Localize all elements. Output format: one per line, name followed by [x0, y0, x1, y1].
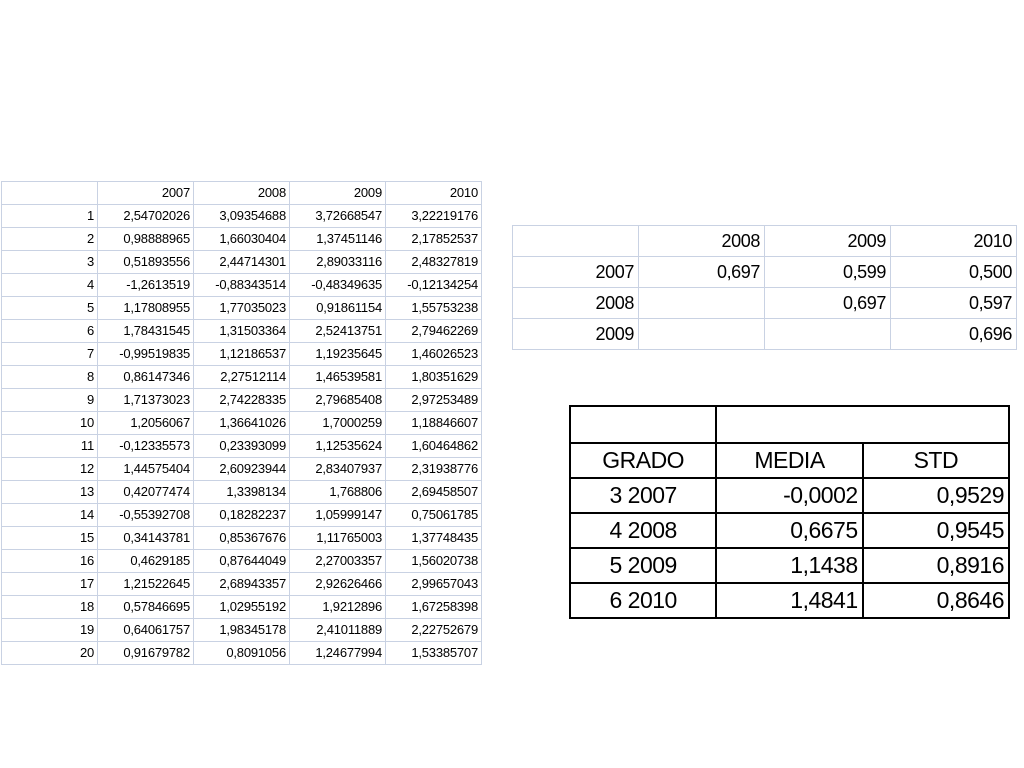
data-row — [2, 619, 482, 642]
data-row-label: 10 — [2, 412, 98, 435]
correlation-cell: 0,697 — [639, 257, 765, 288]
correlation-cell — [639, 319, 765, 350]
data-row — [2, 366, 482, 389]
data-cell: 2,74228335 — [194, 389, 290, 412]
correlation-cell: 0,500 — [891, 257, 1017, 288]
stats-blank-merged-cell — [716, 406, 1009, 443]
stats-row-label: 3 2007 — [570, 478, 716, 513]
data-cell: 1,37451146 — [290, 228, 386, 251]
data-cell: 3,72668547 — [290, 205, 386, 228]
data-cell: 0,87644049 — [194, 550, 290, 573]
data-cell: 1,31503364 — [194, 320, 290, 343]
data-cell: 1,67258398 — [386, 596, 482, 619]
data-cell: 2,22752679 — [386, 619, 482, 642]
data-cell: 1,21522645 — [98, 573, 194, 596]
data-cell: 1,56020738 — [386, 550, 482, 573]
data-cell: 0,91679782 — [98, 642, 194, 665]
data-cell: 1,19235645 — [290, 343, 386, 366]
data-row-label: 17 — [2, 573, 98, 596]
stats-row — [570, 583, 1009, 618]
data-cell: 1,46026523 — [386, 343, 482, 366]
data-cell: 2,31938776 — [386, 458, 482, 481]
data-row-label: 13 — [2, 481, 98, 504]
correlation-cell: 0,697 — [765, 288, 891, 319]
correlation-row-label: 2008 — [513, 288, 639, 319]
stats-cell: 1,4841 — [716, 583, 862, 618]
data-row — [2, 596, 482, 619]
stats-row — [570, 548, 1009, 583]
data-cell: 2,79462269 — [386, 320, 482, 343]
data-header-row — [2, 182, 482, 205]
data-row — [2, 412, 482, 435]
stats-row-label: 4 2008 — [570, 513, 716, 548]
stats-header-grado: GRADO — [570, 443, 716, 478]
data-cell: 2,69458507 — [386, 481, 482, 504]
data-row-label: 19 — [2, 619, 98, 642]
stats-blank-row — [570, 406, 1009, 443]
data-cell: 0,98888965 — [98, 228, 194, 251]
stats-row — [570, 478, 1009, 513]
correlation-header-row — [513, 226, 1017, 257]
data-cell: 2,41011889 — [290, 619, 386, 642]
data-cell: 1,98345178 — [194, 619, 290, 642]
stats-header-std: STD — [863, 443, 1009, 478]
stats-cell: 0,9529 — [863, 478, 1009, 513]
data-cell: 2,27003357 — [290, 550, 386, 573]
data-header-cell: 2010 — [386, 182, 482, 205]
data-cell: -0,88343514 — [194, 274, 290, 297]
data-row-label: 5 — [2, 297, 98, 320]
data-cell: 3,09354688 — [194, 205, 290, 228]
correlation-cell: 0,597 — [891, 288, 1017, 319]
data-cell: 1,55753238 — [386, 297, 482, 320]
data-cell: 1,46539581 — [290, 366, 386, 389]
correlation-header-cell: 2009 — [765, 226, 891, 257]
data-row — [2, 504, 482, 527]
data-cell: 0,86147346 — [98, 366, 194, 389]
data-cell: 1,60464862 — [386, 435, 482, 458]
data-cell: 0,51893556 — [98, 251, 194, 274]
data-row — [2, 481, 482, 504]
data-cell: -0,12335573 — [98, 435, 194, 458]
correlation-row-label: 2007 — [513, 257, 639, 288]
stats-cell: 0,9545 — [863, 513, 1009, 548]
data-cell: 0,57846695 — [98, 596, 194, 619]
data-cell: 1,3398134 — [194, 481, 290, 504]
stats-row — [570, 513, 1009, 548]
data-row — [2, 642, 482, 665]
correlation-cell — [639, 288, 765, 319]
stats-row-label: 5 2009 — [570, 548, 716, 583]
data-row — [2, 297, 482, 320]
correlation-cell: 0,696 — [891, 319, 1017, 350]
data-cell: 1,18846607 — [386, 412, 482, 435]
data-cell: -0,12134254 — [386, 274, 482, 297]
data-row-label: 6 — [2, 320, 98, 343]
data-cell: 1,2056067 — [98, 412, 194, 435]
data-row — [2, 274, 482, 297]
stats-cell: 0,8646 — [863, 583, 1009, 618]
stats-blank-cell — [570, 406, 716, 443]
correlation-header-cell — [513, 226, 639, 257]
stats-cell: 0,8916 — [863, 548, 1009, 583]
data-cell: 2,68943357 — [194, 573, 290, 596]
data-cell: 0,4629185 — [98, 550, 194, 573]
data-cell: 0,18282237 — [194, 504, 290, 527]
stats-header-media: MEDIA — [716, 443, 862, 478]
stats-table — [569, 405, 1010, 619]
correlation-header-cell: 2010 — [891, 226, 1017, 257]
correlation-header-cell: 2008 — [639, 226, 765, 257]
data-row-label: 14 — [2, 504, 98, 527]
correlation-cell: 0,599 — [765, 257, 891, 288]
data-cell: -0,55392708 — [98, 504, 194, 527]
data-cell: 1,02955192 — [194, 596, 290, 619]
data-cell: 0,75061785 — [386, 504, 482, 527]
data-row — [2, 435, 482, 458]
data-cell: 1,66030404 — [194, 228, 290, 251]
data-cell: 0,23393099 — [194, 435, 290, 458]
data-cell: 1,11765003 — [290, 527, 386, 550]
correlation-row — [513, 319, 1017, 350]
data-cell: 2,83407937 — [290, 458, 386, 481]
data-cell: 0,64061757 — [98, 619, 194, 642]
stats-row-label: 6 2010 — [570, 583, 716, 618]
data-row-label: 7 — [2, 343, 98, 366]
data-row — [2, 573, 482, 596]
data-cell: 2,17852537 — [386, 228, 482, 251]
correlation-table — [512, 225, 1017, 350]
correlation-row-label: 2009 — [513, 319, 639, 350]
data-row-label: 18 — [2, 596, 98, 619]
data-cell: 2,44714301 — [194, 251, 290, 274]
data-cell: -1,2613519 — [98, 274, 194, 297]
data-row — [2, 251, 482, 274]
data-cell: 2,54702026 — [98, 205, 194, 228]
data-row-label: 15 — [2, 527, 98, 550]
data-row-label: 16 — [2, 550, 98, 573]
data-cell: 1,12186537 — [194, 343, 290, 366]
data-cell: 0,42077474 — [98, 481, 194, 504]
data-header-cell: 2007 — [98, 182, 194, 205]
data-cell: 2,99657043 — [386, 573, 482, 596]
data-row-label: 11 — [2, 435, 98, 458]
data-cell: 1,05999147 — [290, 504, 386, 527]
data-header-cell: 2008 — [194, 182, 290, 205]
data-cell: 1,17808955 — [98, 297, 194, 320]
data-cell: 2,52413751 — [290, 320, 386, 343]
data-row-label: 20 — [2, 642, 98, 665]
stats-cell: 0,6675 — [716, 513, 862, 548]
data-cell: 3,22219176 — [386, 205, 482, 228]
correlation-row — [513, 257, 1017, 288]
data-row-label: 3 — [2, 251, 98, 274]
data-table — [1, 181, 482, 665]
data-cell: 0,34143781 — [98, 527, 194, 550]
data-cell: 2,97253489 — [386, 389, 482, 412]
data-cell: 1,53385707 — [386, 642, 482, 665]
data-row — [2, 527, 482, 550]
data-cell: 1,768806 — [290, 481, 386, 504]
correlation-row — [513, 288, 1017, 319]
data-cell: 1,7000259 — [290, 412, 386, 435]
data-cell: 1,77035023 — [194, 297, 290, 320]
data-cell: 2,48327819 — [386, 251, 482, 274]
data-cell: 1,12535624 — [290, 435, 386, 458]
data-cell: 2,92626466 — [290, 573, 386, 596]
data-row — [2, 343, 482, 366]
data-cell: 1,37748435 — [386, 527, 482, 550]
data-cell: 2,27512114 — [194, 366, 290, 389]
data-header-cell: 2009 — [290, 182, 386, 205]
data-row — [2, 458, 482, 481]
data-cell: 1,71373023 — [98, 389, 194, 412]
data-row-label: 1 — [2, 205, 98, 228]
data-cell: 0,85367676 — [194, 527, 290, 550]
data-cell: -0,99519835 — [98, 343, 194, 366]
stats-cell: 1,1438 — [716, 548, 862, 583]
data-cell: 1,80351629 — [386, 366, 482, 389]
data-row-label: 4 — [2, 274, 98, 297]
data-cell: 1,78431545 — [98, 320, 194, 343]
data-cell: 1,44575404 — [98, 458, 194, 481]
data-row-label: 12 — [2, 458, 98, 481]
data-row — [2, 228, 482, 251]
data-cell: 2,60923944 — [194, 458, 290, 481]
data-cell: 2,89033116 — [290, 251, 386, 274]
data-cell: 1,9212896 — [290, 596, 386, 619]
stats-header-row — [570, 443, 1009, 478]
data-cell: 1,24677994 — [290, 642, 386, 665]
data-cell: 0,91861154 — [290, 297, 386, 320]
data-cell: -0,48349635 — [290, 274, 386, 297]
data-cell: 2,79685408 — [290, 389, 386, 412]
correlation-cell — [765, 319, 891, 350]
data-row-label: 2 — [2, 228, 98, 251]
data-header-cell — [2, 182, 98, 205]
data-row — [2, 320, 482, 343]
data-cell: 0,8091056 — [194, 642, 290, 665]
data-row — [2, 389, 482, 412]
data-row-label: 9 — [2, 389, 98, 412]
stats-cell: -0,0002 — [716, 478, 862, 513]
data-cell: 1,36641026 — [194, 412, 290, 435]
data-row — [2, 205, 482, 228]
data-row — [2, 550, 482, 573]
data-row-label: 8 — [2, 366, 98, 389]
